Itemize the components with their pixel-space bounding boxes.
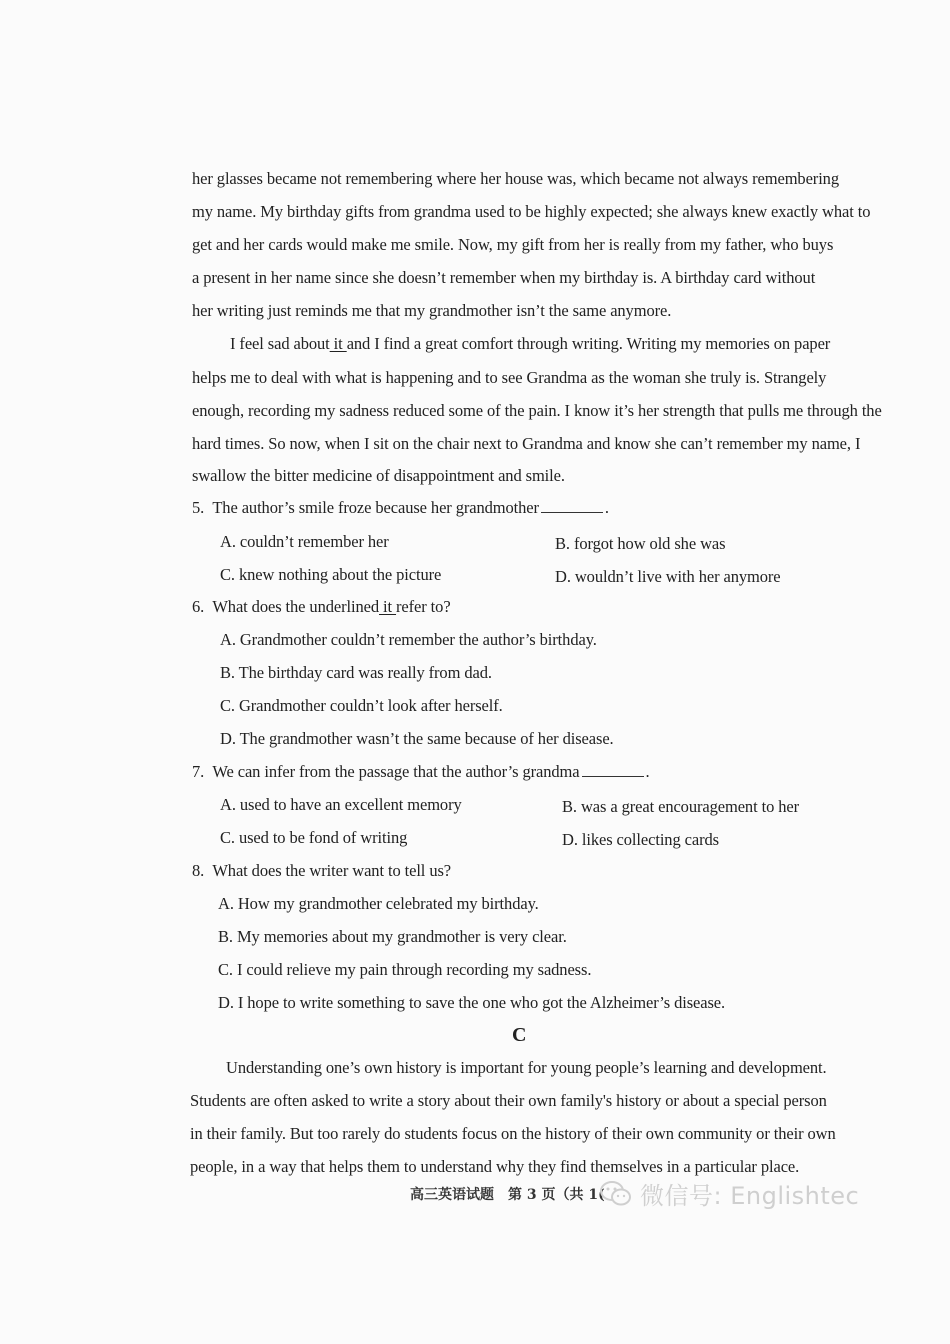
passage-line: Understanding one’s own history is important for young people’s learning and development.	[226, 1058, 827, 1077]
passage-line: Students are often asked to write a story about their own family's history or about a special person	[190, 1091, 827, 1110]
watermark	[600, 1176, 859, 1211]
passage-line: get and her cards would make me smile. Now, my gift from her is really from my father, who buys	[192, 235, 834, 254]
answer-blank	[541, 498, 603, 513]
wechat-icon	[600, 1180, 632, 1208]
q5-option-b: B. forgot how old she was	[555, 534, 726, 553]
underlined-it: it	[379, 597, 397, 616]
passage-line: a present in her name since she doesn’t remember when my birthday is. A birthday card without	[192, 268, 816, 287]
passage-line: in their family. But too rarely do students focus on the history of their own community or their own	[190, 1124, 836, 1143]
q6-option-c: C. Grandmother couldn’t look after herself.	[220, 696, 503, 715]
passage-line: her writing just reminds me that my grandmother isn’t the same anymore.	[192, 301, 672, 320]
question-text: 7. We can infer from the passage that the author’s grandma	[192, 762, 580, 781]
watermark-text: 微信号: Englishtec	[640, 1182, 860, 1210]
q8-option-b: B. My memories about my grandmother is very clear.	[218, 927, 567, 946]
passage-text: I feel sad about	[230, 334, 330, 353]
section-heading: C	[512, 1024, 527, 1046]
question-5-stem	[192, 498, 609, 518]
question-punctuation: .	[604, 498, 609, 517]
q7-option-b: B. was a great encouragement to her	[562, 797, 800, 816]
question-text: 5. The author’s smile froze because her grandmother	[192, 498, 539, 517]
q7-option-c: C. used to be fond of writing	[220, 828, 408, 847]
answer-blank	[582, 762, 644, 777]
question-text: refer to?	[396, 597, 451, 616]
passage-line: hard times. So now, when I sit on the chair next to Grandma and know she can’t remember my name, I	[192, 434, 861, 453]
passage-line: her glasses became not remembering where her house was, which became not always remembering	[192, 169, 839, 188]
passage-line: people, in a way that helps them to understand why they find themselves in a particular place.	[190, 1157, 800, 1176]
passage-line: enough, recording my sadness reduced some of the pain. I know it’s her strength that pulls me through the	[192, 401, 882, 420]
q7-option-d: D. likes collecting cards	[562, 830, 719, 849]
question-6-stem	[192, 597, 451, 617]
q6-option-a: A. Grandmother couldn’t remember the author’s birthday.	[220, 630, 597, 649]
question-punctuation: .	[645, 762, 650, 781]
q5-option-d: D. wouldn’t live with her anymore	[555, 567, 781, 586]
q5-option-a: A. couldn’t remember her	[220, 532, 389, 551]
underlined-it: it	[329, 334, 347, 353]
passage-line: my name. My birthday gifts from grandma used to be highly expected; she always knew exactly what to	[192, 202, 871, 221]
q8-option-c: C. I could relieve my pain through recording my sadness.	[218, 960, 592, 979]
q7-option-a: A. used to have an excellent memory	[220, 795, 462, 814]
passage-text: and I find a great comfort through writing. Writing my memories on paper	[346, 334, 831, 353]
page-footer: 高三英语试题 第 3 页（共 1(	[410, 1187, 605, 1203]
question-8-stem: 8. What does the writer want to tell us?	[192, 861, 452, 880]
passage-line: helps me to deal with what is happening and to see Grandma as the woman she truly is. Strangely	[192, 368, 827, 387]
passage-paragraph-start	[230, 334, 830, 354]
passage-line: swallow the bitter medicine of disappointment and smile.	[192, 466, 565, 485]
q8-option-d: D. I hope to write something to save the one who got the Alzheimer’s disease.	[218, 993, 726, 1012]
question-7-stem	[192, 762, 650, 782]
question-text: 6. What does the underlined	[192, 597, 379, 616]
q6-option-d: D. The grandmother wasn’t the same because of her disease.	[220, 729, 614, 748]
q8-option-a: A. How my grandmother celebrated my birthday.	[218, 894, 539, 913]
q6-option-b: B. The birthday card was really from dad.	[220, 663, 492, 682]
q5-option-c: C. knew nothing about the picture	[220, 565, 442, 584]
